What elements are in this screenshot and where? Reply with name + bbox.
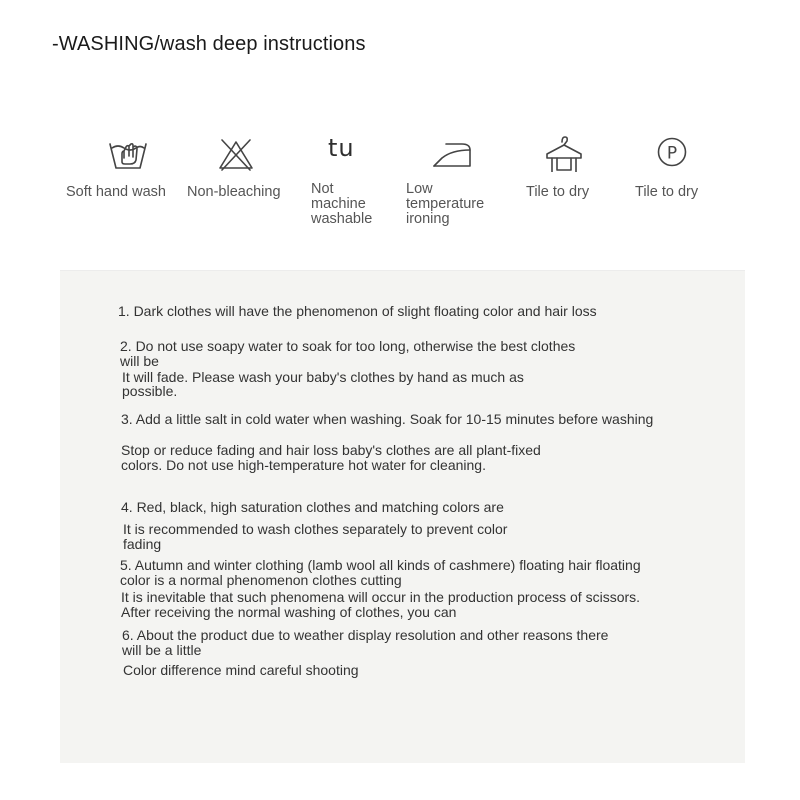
hanger-dry-icon bbox=[544, 136, 584, 172]
note-line-5c: It is inevitable that such phenomena will occur in the production process of scissors. bbox=[121, 589, 641, 605]
no-bleach-icon bbox=[216, 136, 256, 172]
note-line-2a: 2. Do not use soapy water to soak for too long, otherwise the best clothes bbox=[120, 338, 576, 354]
note-line-2c: It will fade. Please wash your baby's clothes by hand as much as bbox=[122, 369, 524, 385]
note-line-3: 3. Add a little salt in cold water when washing. Soak for 10-15 minutes before washing bbox=[121, 411, 654, 427]
note-line-1: 1. Dark clothes will have the phenomenon of slight floating color and hair loss bbox=[118, 303, 597, 319]
care-label-line: machine bbox=[311, 196, 366, 212]
page-title: -WASHING/wash deep instructions bbox=[52, 33, 366, 55]
note-line-5: 5. Autumn and winter clothing (lamb wool all kinds of cashmere) floating hair floating bbox=[120, 557, 641, 573]
care-label-no-bleach: Non-bleaching bbox=[187, 184, 281, 200]
note-line-6c: Color difference mind careful shooting bbox=[123, 662, 359, 678]
care-label-line: washable bbox=[311, 211, 373, 227]
care-label-line: ironing bbox=[406, 211, 450, 227]
care-label-low-temp-ironing bbox=[406, 182, 484, 227]
hand-wash-icon bbox=[108, 136, 148, 172]
note-line-4: 4. Red, black, high saturation clothes and matching colors are bbox=[121, 499, 504, 515]
tu-symbol: tu bbox=[328, 134, 355, 162]
note-line-3b: Stop or reduce fading and hair loss baby's clothes are all plant-fixed bbox=[121, 442, 541, 458]
iron-icon bbox=[432, 136, 472, 172]
dry-clean-p-icon bbox=[652, 136, 692, 172]
note-line-2d: possible. bbox=[122, 383, 178, 399]
care-label-line: temperature bbox=[406, 196, 485, 212]
care-label-line: Low bbox=[406, 181, 433, 197]
care-label-not-machine-washable bbox=[311, 182, 372, 227]
care-label-line: Not bbox=[311, 181, 334, 197]
note-line-5b: color is a normal phenomenon clothes cutting bbox=[120, 572, 402, 588]
note-line-4c: fading bbox=[123, 536, 162, 552]
care-label-tile-dry-2: Tile to dry bbox=[635, 184, 699, 200]
note-line-4b: It is recommended to wash clothes separately to prevent color bbox=[123, 521, 508, 537]
note-line-5d: After receiving the normal washing of clothes, you can bbox=[121, 604, 457, 620]
dry-clean-p-letter: P bbox=[666, 143, 678, 164]
care-label-tile-dry-1: Tile to dry bbox=[526, 184, 590, 200]
care-label-hand-wash: Soft hand wash bbox=[66, 184, 166, 200]
note-line-6: 6. About the product due to weather display resolution and other reasons there bbox=[122, 627, 609, 643]
note-line-2b: will be bbox=[120, 353, 159, 369]
note-line-3c: colors. Do not use high-temperature hot water for cleaning. bbox=[121, 457, 486, 473]
note-line-6b: will be a little bbox=[122, 642, 202, 658]
